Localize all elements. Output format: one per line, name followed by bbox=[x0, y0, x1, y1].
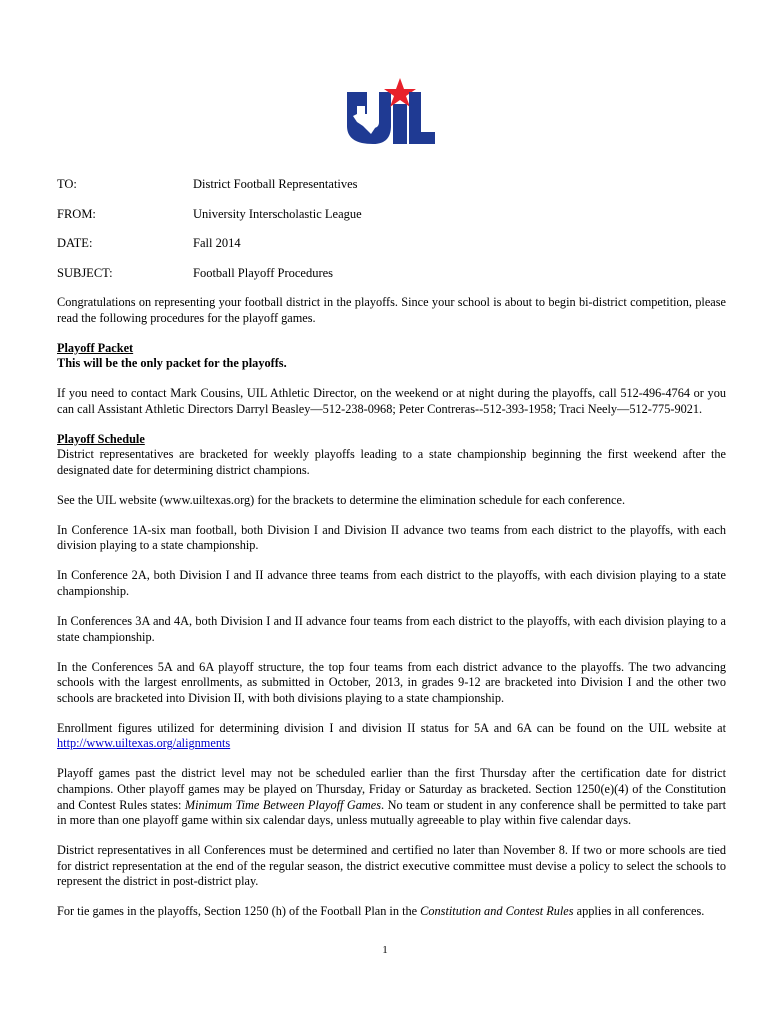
playoff-games-text-a: Playoff games past the district level may not be scheduled earlier than the first Thursday after the certification date for district champions. Other playoff games may be played on Thursday, Friday or Saturday as bracketed. Section 1250(e)(4) of the Constitution and Contest Rules states: bbox=[57, 766, 726, 812]
memo-subject-row bbox=[57, 266, 717, 296]
playoff-schedule-section bbox=[57, 432, 726, 479]
playoff-games-paragraph bbox=[57, 766, 726, 828]
playoff-games-text-b: . No team or student in any conference shall be permitted to take part in more than one playoff game within six calendar days, unless mutually agreeable to play within five calendar days. bbox=[57, 797, 727, 828]
enrollment-paragraph bbox=[57, 721, 726, 752]
memo-date-label: DATE: bbox=[57, 236, 93, 250]
schedule-paragraph-3: In Conference 1A-six man football, both Division I and Division II advance two teams from each district to the playoffs, with each division playing to a state championship. bbox=[57, 522, 726, 553]
page-number: 1 bbox=[382, 944, 388, 956]
memo-to-label: TO: bbox=[57, 177, 77, 191]
alignments-link[interactable]: http://www.uiltexas.org/alignments bbox=[57, 736, 231, 751]
uil-logo bbox=[345, 76, 437, 148]
schedule-paragraph-2: See the UIL website (www.uiltexas.org) for the brackets to determine the elimination schedule for each conference. bbox=[57, 492, 626, 507]
uil-logo-l bbox=[409, 92, 435, 144]
memo-date-row bbox=[57, 236, 717, 266]
constitution-title: Constitution and Contest Rules bbox=[420, 904, 574, 919]
memo-subject-label: SUBJECT: bbox=[57, 265, 113, 280]
schedule-paragraph-4: In Conference 2A, both Division I and II advance three teams from each district to the playoffs, with each division playing to a state championship. bbox=[57, 568, 726, 599]
minimum-time-rule-title: Minimum Time Between Playoff Games bbox=[184, 797, 382, 812]
memo-to-value: District Football Representatives bbox=[193, 177, 358, 191]
memo-date-value: Fall 2014 bbox=[193, 236, 241, 250]
memo-from-row bbox=[57, 207, 717, 237]
memo-to-row bbox=[57, 177, 717, 207]
enrollment-text: Enrollment figures utilized for determining division I and division II status for 5A and 6A can be found on the UIL website at bbox=[57, 720, 726, 735]
uil-logo-i bbox=[393, 104, 407, 144]
intro-paragraph: Congratulations on representing your football district in the playoffs. Since your school is about to begin bi-district competition, please read the following procedures for the playoff games. bbox=[57, 295, 726, 325]
schedule-paragraph-6: In the Conferences 5A and 6A playoff structure, the top four teams from each district advance to the playoffs. The two advancing schools with the largest enrollments, as submitted in October, 2013, in grades 9-12 are bracketed into Division I and the other two schools are bracketed into Division II, with both divisions playing to a state championship. bbox=[57, 659, 726, 705]
memo-from-value: University Interscholastic League bbox=[193, 206, 362, 221]
memo-subject-value: Football Playoff Procedures bbox=[193, 265, 334, 280]
playoff-packet-note: This will be the only packet for the playoffs. bbox=[57, 356, 287, 371]
schedule-paragraph-1: District representatives are bracketed for weekly playoffs leading to a state championship beginning the first weekend after the designated date for determining district champions. bbox=[57, 447, 726, 477]
memo-from-label: FROM: bbox=[57, 206, 96, 221]
tie-games-text-a: For tie games in the playoffs, Section 1250 (h) of the Football Plan in the bbox=[57, 904, 421, 919]
schedule-paragraph-5: In Conferences 3A and 4A, both Division I and II advance four teams from each district to the playoffs, with each division playing to a state championship. bbox=[57, 614, 726, 644]
playoff-schedule-heading: Playoff Schedule bbox=[57, 431, 145, 446]
district-representatives-paragraph: District representatives in all Conferences must be determined and certified no later than November 8. If two or more schools are tied for district representation at the end of the regular season, the district executive committee must devise a policy to select the schools to represent the district in post-district play. bbox=[57, 843, 726, 889]
memo-body bbox=[57, 295, 726, 934]
playoff-packet-heading: Playoff Packet bbox=[57, 340, 134, 355]
tie-games-paragraph bbox=[57, 904, 726, 920]
tie-games-text-b: applies in all conferences. bbox=[573, 904, 705, 919]
memo-header bbox=[57, 177, 717, 295]
contact-paragraph: If you need to contact Mark Cousins, UIL Athletic Director, on the weekend or at night during the playoffs, call 512-496-4764 or you can call Assistant Athletic Directors Darryl Beasley—512-238-0968; Peter Contreras--512-393-1958; Traci Neely—512-775-9021. bbox=[57, 386, 726, 416]
playoff-packet-section bbox=[57, 341, 726, 372]
